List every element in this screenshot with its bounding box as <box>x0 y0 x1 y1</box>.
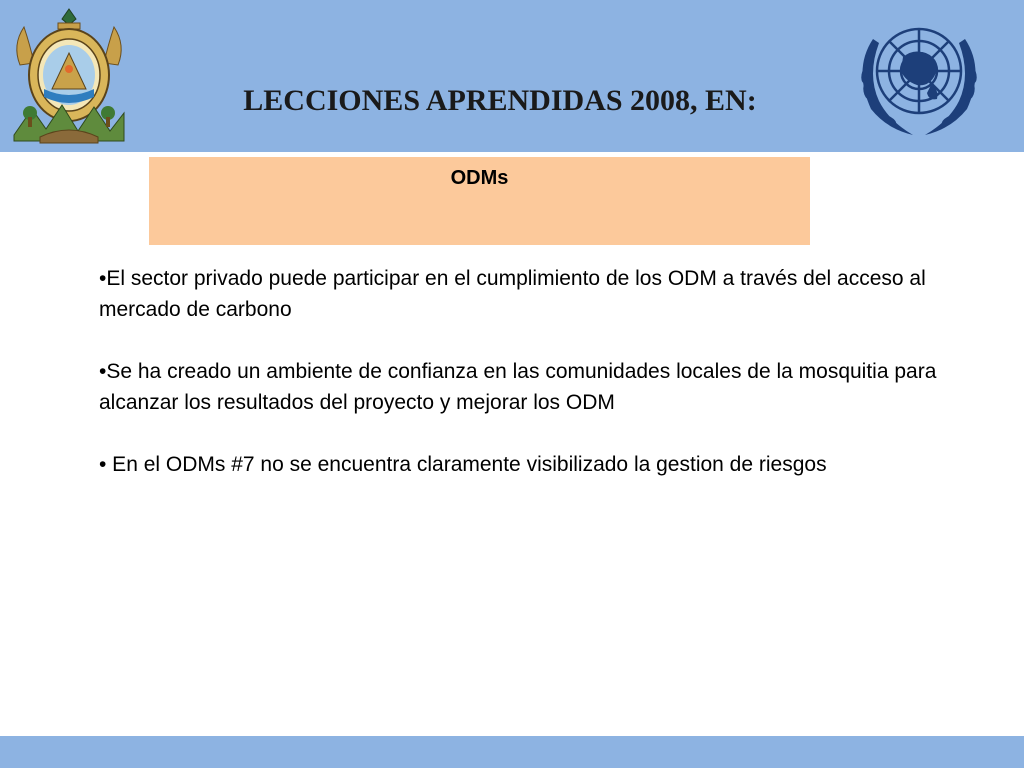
bullet-item: • En el ODMs #7 no se encuentra claramente visibilizado la gestion de riesgos <box>99 453 827 476</box>
united-nations-emblem-logo <box>843 9 995 143</box>
bullet-item: •El sector privado puede participar en el cumplimiento de los ODM a través del acceso al mercado de carbono <box>99 267 926 321</box>
subtitle-label: ODMs <box>450 167 509 189</box>
bullet-list <box>99 263 949 511</box>
subtitle-box <box>149 157 810 245</box>
header-bar <box>0 0 1024 152</box>
honduras-coat-of-arms-logo <box>10 5 128 145</box>
bullet-item: •Se ha creado un ambiente de confianza en las comunidades locales de la mosquitia para alcanzar los resultados del proyecto y mejorar los ODM <box>99 360 937 414</box>
page-title: LECCIONES APRENDIDAS 2008, EN: <box>243 84 757 117</box>
footer-bar <box>0 736 1024 768</box>
